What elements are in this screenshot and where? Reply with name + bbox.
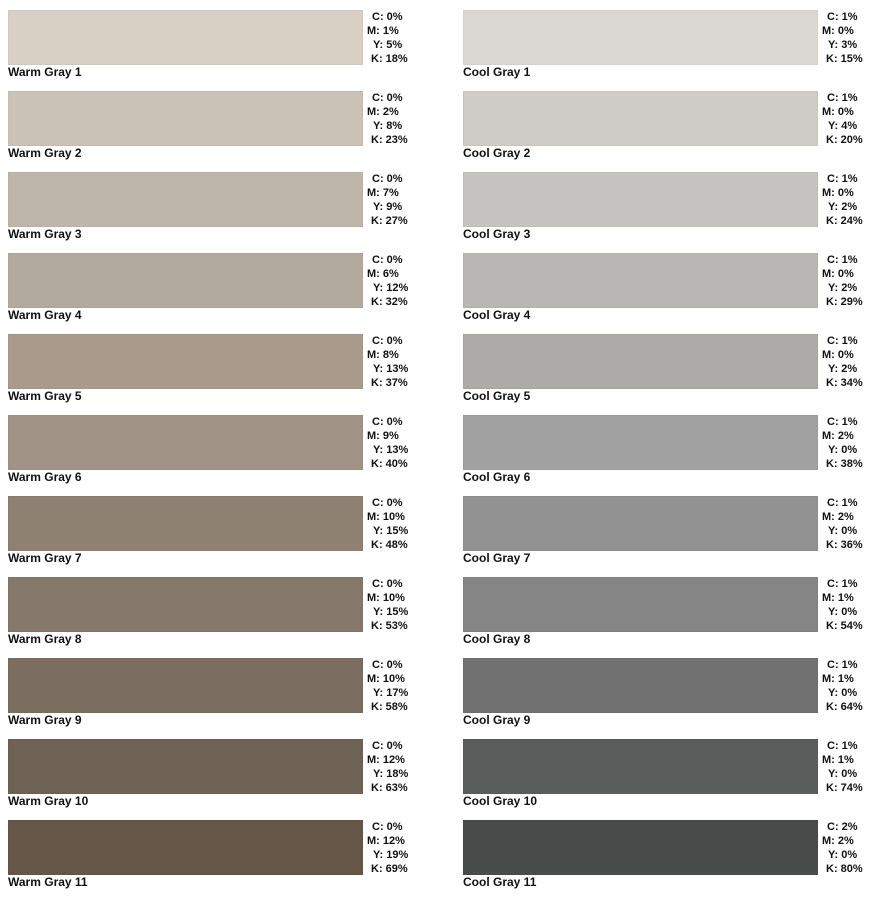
swatch-name: Warm Gray 5	[8, 389, 82, 403]
warm-gray-item-1	[8, 10, 428, 91]
black-value: K: 20%	[826, 134, 863, 146]
color-swatch	[463, 415, 818, 470]
black-value: K: 34%	[826, 377, 863, 389]
cool-gray-item-5	[463, 334, 875, 415]
yellow-value: Y: 13%	[373, 444, 409, 456]
cool-gray-column	[463, 10, 875, 901]
black-value: K: 80%	[826, 863, 863, 875]
cmyk-values	[822, 10, 863, 66]
cyan-value: C: 0%	[372, 740, 403, 752]
magenta-value: M: 12%	[367, 754, 405, 766]
color-swatch	[8, 820, 363, 875]
yellow-value: Y: 0%	[828, 525, 858, 537]
yellow-value: Y: 3%	[828, 39, 858, 51]
cyan-value: C: 1%	[827, 740, 858, 752]
cmyk-values	[822, 415, 863, 471]
yellow-value: Y: 17%	[373, 687, 409, 699]
swatch-name: Warm Gray 8	[8, 632, 82, 646]
color-swatch	[463, 91, 818, 146]
color-swatch	[8, 91, 363, 146]
cmyk-values	[367, 334, 408, 390]
cyan-value: C: 0%	[372, 254, 403, 266]
swatch-name: Cool Gray 5	[463, 389, 531, 403]
cmyk-values	[822, 658, 863, 714]
color-swatch	[463, 739, 818, 794]
swatch-name: Warm Gray 4	[8, 308, 82, 322]
yellow-value: Y: 13%	[373, 363, 409, 375]
color-swatch	[463, 658, 818, 713]
yellow-value: Y: 4%	[828, 120, 858, 132]
swatch-name: Cool Gray 10	[463, 794, 538, 808]
warm-gray-item-4	[8, 253, 428, 334]
black-value: K: 37%	[371, 377, 408, 389]
magenta-value: M: 6%	[367, 268, 399, 280]
magenta-value: M: 0%	[822, 187, 854, 199]
swatch-name: Cool Gray 6	[463, 470, 531, 484]
yellow-value: Y: 12%	[373, 282, 409, 294]
black-value: K: 32%	[371, 296, 408, 308]
magenta-value: M: 1%	[822, 754, 854, 766]
cyan-value: C: 1%	[827, 254, 858, 266]
cool-gray-item-1	[463, 10, 875, 91]
black-value: K: 27%	[371, 215, 408, 227]
magenta-value: M: 2%	[822, 835, 854, 847]
color-swatch	[463, 496, 818, 551]
cyan-value: C: 0%	[372, 335, 403, 347]
cmyk-values	[822, 739, 863, 795]
magenta-value: M: 10%	[367, 673, 405, 685]
black-value: K: 36%	[826, 539, 863, 551]
cyan-value: C: 0%	[372, 659, 403, 671]
cyan-value: C: 1%	[827, 416, 858, 428]
magenta-value: M: 0%	[822, 25, 854, 37]
magenta-value: M: 1%	[822, 592, 854, 604]
cyan-value: C: 1%	[827, 659, 858, 671]
cyan-value: C: 2%	[827, 821, 858, 833]
swatch-name: Cool Gray 11	[463, 875, 537, 889]
magenta-value: M: 8%	[367, 349, 399, 361]
cmyk-values	[822, 91, 863, 147]
cmyk-values	[367, 91, 408, 147]
cyan-value: C: 0%	[372, 92, 403, 104]
black-value: K: 58%	[371, 701, 408, 713]
swatch-name: Cool Gray 3	[463, 227, 531, 241]
cmyk-values	[367, 739, 408, 795]
black-value: K: 15%	[826, 53, 863, 65]
swatch-name: Warm Gray 10	[8, 794, 89, 808]
cool-gray-item-9	[463, 658, 875, 739]
black-value: K: 18%	[371, 53, 408, 65]
cyan-value: C: 1%	[827, 335, 858, 347]
yellow-value: Y: 18%	[373, 768, 409, 780]
swatch-name: Warm Gray 3	[8, 227, 82, 241]
cmyk-values	[822, 334, 863, 390]
magenta-value: M: 2%	[367, 106, 399, 118]
magenta-value: M: 0%	[822, 268, 854, 280]
swatch-name: Cool Gray 9	[463, 713, 531, 727]
color-swatch	[463, 172, 818, 227]
cool-gray-item-3	[463, 172, 875, 253]
black-value: K: 48%	[371, 539, 408, 551]
magenta-value: M: 12%	[367, 835, 405, 847]
yellow-value: Y: 2%	[828, 282, 858, 294]
black-value: K: 29%	[826, 296, 863, 308]
swatch-name: Warm Gray 2	[8, 146, 82, 160]
yellow-value: Y: 0%	[828, 768, 858, 780]
yellow-value: Y: 0%	[828, 606, 858, 618]
warm-gray-column	[8, 10, 428, 901]
warm-gray-item-3	[8, 172, 428, 253]
cyan-value: C: 0%	[372, 11, 403, 23]
color-swatch	[8, 10, 363, 65]
magenta-value: M: 1%	[367, 25, 399, 37]
color-swatch	[8, 172, 363, 227]
cool-gray-item-4	[463, 253, 875, 334]
magenta-value: M: 10%	[367, 592, 405, 604]
color-swatch	[8, 658, 363, 713]
warm-gray-item-11	[8, 820, 428, 901]
color-swatch	[463, 10, 818, 65]
cmyk-values	[822, 253, 863, 309]
magenta-value: M: 1%	[822, 673, 854, 685]
cyan-value: C: 0%	[372, 821, 403, 833]
cool-gray-item-8	[463, 577, 875, 658]
black-value: K: 69%	[371, 863, 408, 875]
swatch-name: Warm Gray 6	[8, 470, 82, 484]
yellow-value: Y: 15%	[373, 525, 409, 537]
cyan-value: C: 1%	[827, 578, 858, 590]
yellow-value: Y: 15%	[373, 606, 409, 618]
cyan-value: C: 0%	[372, 416, 403, 428]
cmyk-values	[822, 820, 863, 876]
cool-gray-item-2	[463, 91, 875, 172]
swatch-name: Warm Gray 7	[8, 551, 82, 565]
yellow-value: Y: 0%	[828, 849, 858, 861]
color-swatch	[8, 496, 363, 551]
cyan-value: C: 1%	[827, 11, 858, 23]
warm-gray-item-5	[8, 334, 428, 415]
magenta-value: M: 0%	[822, 106, 854, 118]
color-swatch	[8, 334, 363, 389]
color-swatch	[463, 820, 818, 875]
yellow-value: Y: 0%	[828, 687, 858, 699]
cool-gray-item-6	[463, 415, 875, 496]
cmyk-values	[367, 253, 408, 309]
swatch-name: Cool Gray 1	[463, 65, 531, 79]
swatch-name: Cool Gray 4	[463, 308, 531, 322]
cool-gray-item-7	[463, 496, 875, 577]
cyan-value: C: 0%	[372, 578, 403, 590]
cmyk-values	[367, 415, 408, 471]
color-swatch	[8, 253, 363, 308]
cmyk-values	[367, 658, 408, 714]
warm-gray-item-6	[8, 415, 428, 496]
cmyk-values	[822, 577, 863, 633]
warm-gray-item-10	[8, 739, 428, 820]
black-value: K: 64%	[826, 701, 863, 713]
cyan-value: C: 0%	[372, 497, 403, 509]
black-value: K: 54%	[826, 620, 863, 632]
yellow-value: Y: 2%	[828, 363, 858, 375]
cmyk-values	[367, 820, 408, 876]
cyan-value: C: 0%	[372, 173, 403, 185]
magenta-value: M: 10%	[367, 511, 405, 523]
cool-gray-item-10	[463, 739, 875, 820]
color-swatch	[463, 334, 818, 389]
cyan-value: C: 1%	[827, 92, 858, 104]
color-swatch	[463, 577, 818, 632]
magenta-value: M: 9%	[367, 430, 399, 442]
yellow-value: Y: 8%	[373, 120, 403, 132]
swatch-name: Warm Gray 1	[8, 65, 82, 79]
swatch-name: Cool Gray 2	[463, 146, 531, 160]
magenta-value: M: 0%	[822, 349, 854, 361]
swatch-name: Cool Gray 8	[463, 632, 531, 646]
magenta-value: M: 2%	[822, 430, 854, 442]
color-swatch	[8, 739, 363, 794]
yellow-value: Y: 5%	[373, 39, 403, 51]
cyan-value: C: 1%	[827, 497, 858, 509]
color-swatch	[8, 577, 363, 632]
cmyk-values	[367, 10, 408, 66]
yellow-value: Y: 2%	[828, 201, 858, 213]
cmyk-values	[822, 496, 863, 552]
swatch-name: Cool Gray 7	[463, 551, 531, 565]
swatch-name: Warm Gray 11	[8, 875, 88, 889]
cmyk-values	[367, 496, 408, 552]
color-swatch	[463, 253, 818, 308]
yellow-value: Y: 0%	[828, 444, 858, 456]
yellow-value: Y: 9%	[373, 201, 403, 213]
color-swatch	[8, 415, 363, 470]
black-value: K: 40%	[371, 458, 408, 470]
cool-gray-item-11	[463, 820, 875, 901]
black-value: K: 63%	[371, 782, 408, 794]
yellow-value: Y: 19%	[373, 849, 409, 861]
magenta-value: M: 7%	[367, 187, 399, 199]
black-value: K: 53%	[371, 620, 408, 632]
swatch-name: Warm Gray 9	[8, 713, 82, 727]
warm-gray-item-2	[8, 91, 428, 172]
warm-gray-item-7	[8, 496, 428, 577]
cmyk-values	[822, 172, 863, 228]
black-value: K: 74%	[826, 782, 863, 794]
warm-gray-item-9	[8, 658, 428, 739]
magenta-value: M: 2%	[822, 511, 854, 523]
warm-gray-item-8	[8, 577, 428, 658]
cmyk-values	[367, 577, 408, 633]
black-value: K: 24%	[826, 215, 863, 227]
black-value: K: 38%	[826, 458, 863, 470]
black-value: K: 23%	[371, 134, 408, 146]
cyan-value: C: 1%	[827, 173, 858, 185]
cmyk-values	[367, 172, 408, 228]
